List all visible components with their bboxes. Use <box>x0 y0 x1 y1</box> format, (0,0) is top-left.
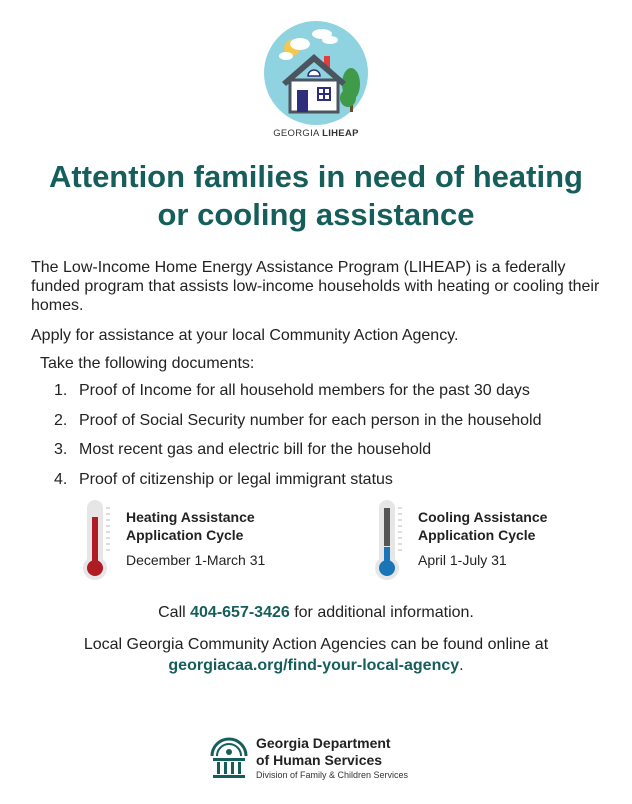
agencies-text <box>0 634 632 676</box>
contact-prefix: Call <box>158 604 191 621</box>
logo-text <box>0 128 632 139</box>
agencies-end: . <box>459 657 464 674</box>
liheap-logo <box>0 20 632 139</box>
cooling-empty-column <box>384 508 390 546</box>
list-text: Most recent gas and electric bill for the household <box>79 441 432 458</box>
list-item <box>54 412 542 442</box>
logo-suffix: LIHEAP <box>322 128 359 139</box>
headline-line1: Attention families in need of heating <box>49 159 583 194</box>
documents-heading: Take the following documents: <box>40 355 255 372</box>
list-text: Proof of Income for all household members for the past 30 days <box>79 382 530 399</box>
list-text: Proof of Social Security number for each person in the household <box>79 411 542 429</box>
headline-line2: or cooling assistance <box>157 197 475 232</box>
dept-line2: of Human Services <box>256 752 383 768</box>
documents-list <box>54 382 542 500</box>
list-text: Proof of citizenship or legal immigrant status <box>79 470 393 488</box>
cooling-title <box>418 508 547 544</box>
house-logo-icon <box>260 20 372 126</box>
intro-paragraph: The Low-Income Home Energy Assistance Program (LIHEAP) is a federally funded program that assists low-income households with heating or cooling their homes. <box>31 259 600 314</box>
heating-title <box>126 508 255 544</box>
headline <box>20 158 612 234</box>
cooling-title-line2: Application Cycle <box>418 527 536 543</box>
list-number: 3. <box>54 441 68 458</box>
agencies-line1: Local Georgia Community Action Agencies can be found online at <box>83 636 549 653</box>
cooling-title-line1: Cooling Assistance <box>418 509 548 525</box>
division-text: Division of Family & Children Services <box>256 770 409 780</box>
logo-prefix: GEORGIA <box>273 128 320 139</box>
heating-bulb <box>87 560 103 576</box>
apply-text: Apply for assistance at your local Community Action Agency. <box>31 327 459 344</box>
heating-title-line2: Application Cycle <box>126 527 244 543</box>
phone-number[interactable]: 404-657-3426 <box>190 604 290 621</box>
contact-line <box>0 604 632 622</box>
contact-suffix: for additional information. <box>289 604 474 621</box>
cooling-dates: April 1-July 31 <box>418 552 507 568</box>
thermometer-cold-icon <box>372 498 406 584</box>
dhs-seal-icon <box>208 732 250 782</box>
dept-line1: Georgia Department <box>256 735 391 751</box>
heating-dates: December 1-March 31 <box>126 552 266 568</box>
list-number: 2. <box>54 411 68 429</box>
list-item <box>54 471 542 501</box>
list-item <box>54 441 542 471</box>
thermometer-hot-icon <box>80 498 114 584</box>
agency-link[interactable]: georgiacaa.org/find-your-local-agency <box>168 657 460 674</box>
list-number: 4. <box>54 470 68 488</box>
list-number: 1. <box>54 382 68 399</box>
list-item <box>54 382 542 412</box>
cooling-bulb <box>379 560 395 576</box>
heating-title-line1: Heating Assistance <box>126 509 255 525</box>
